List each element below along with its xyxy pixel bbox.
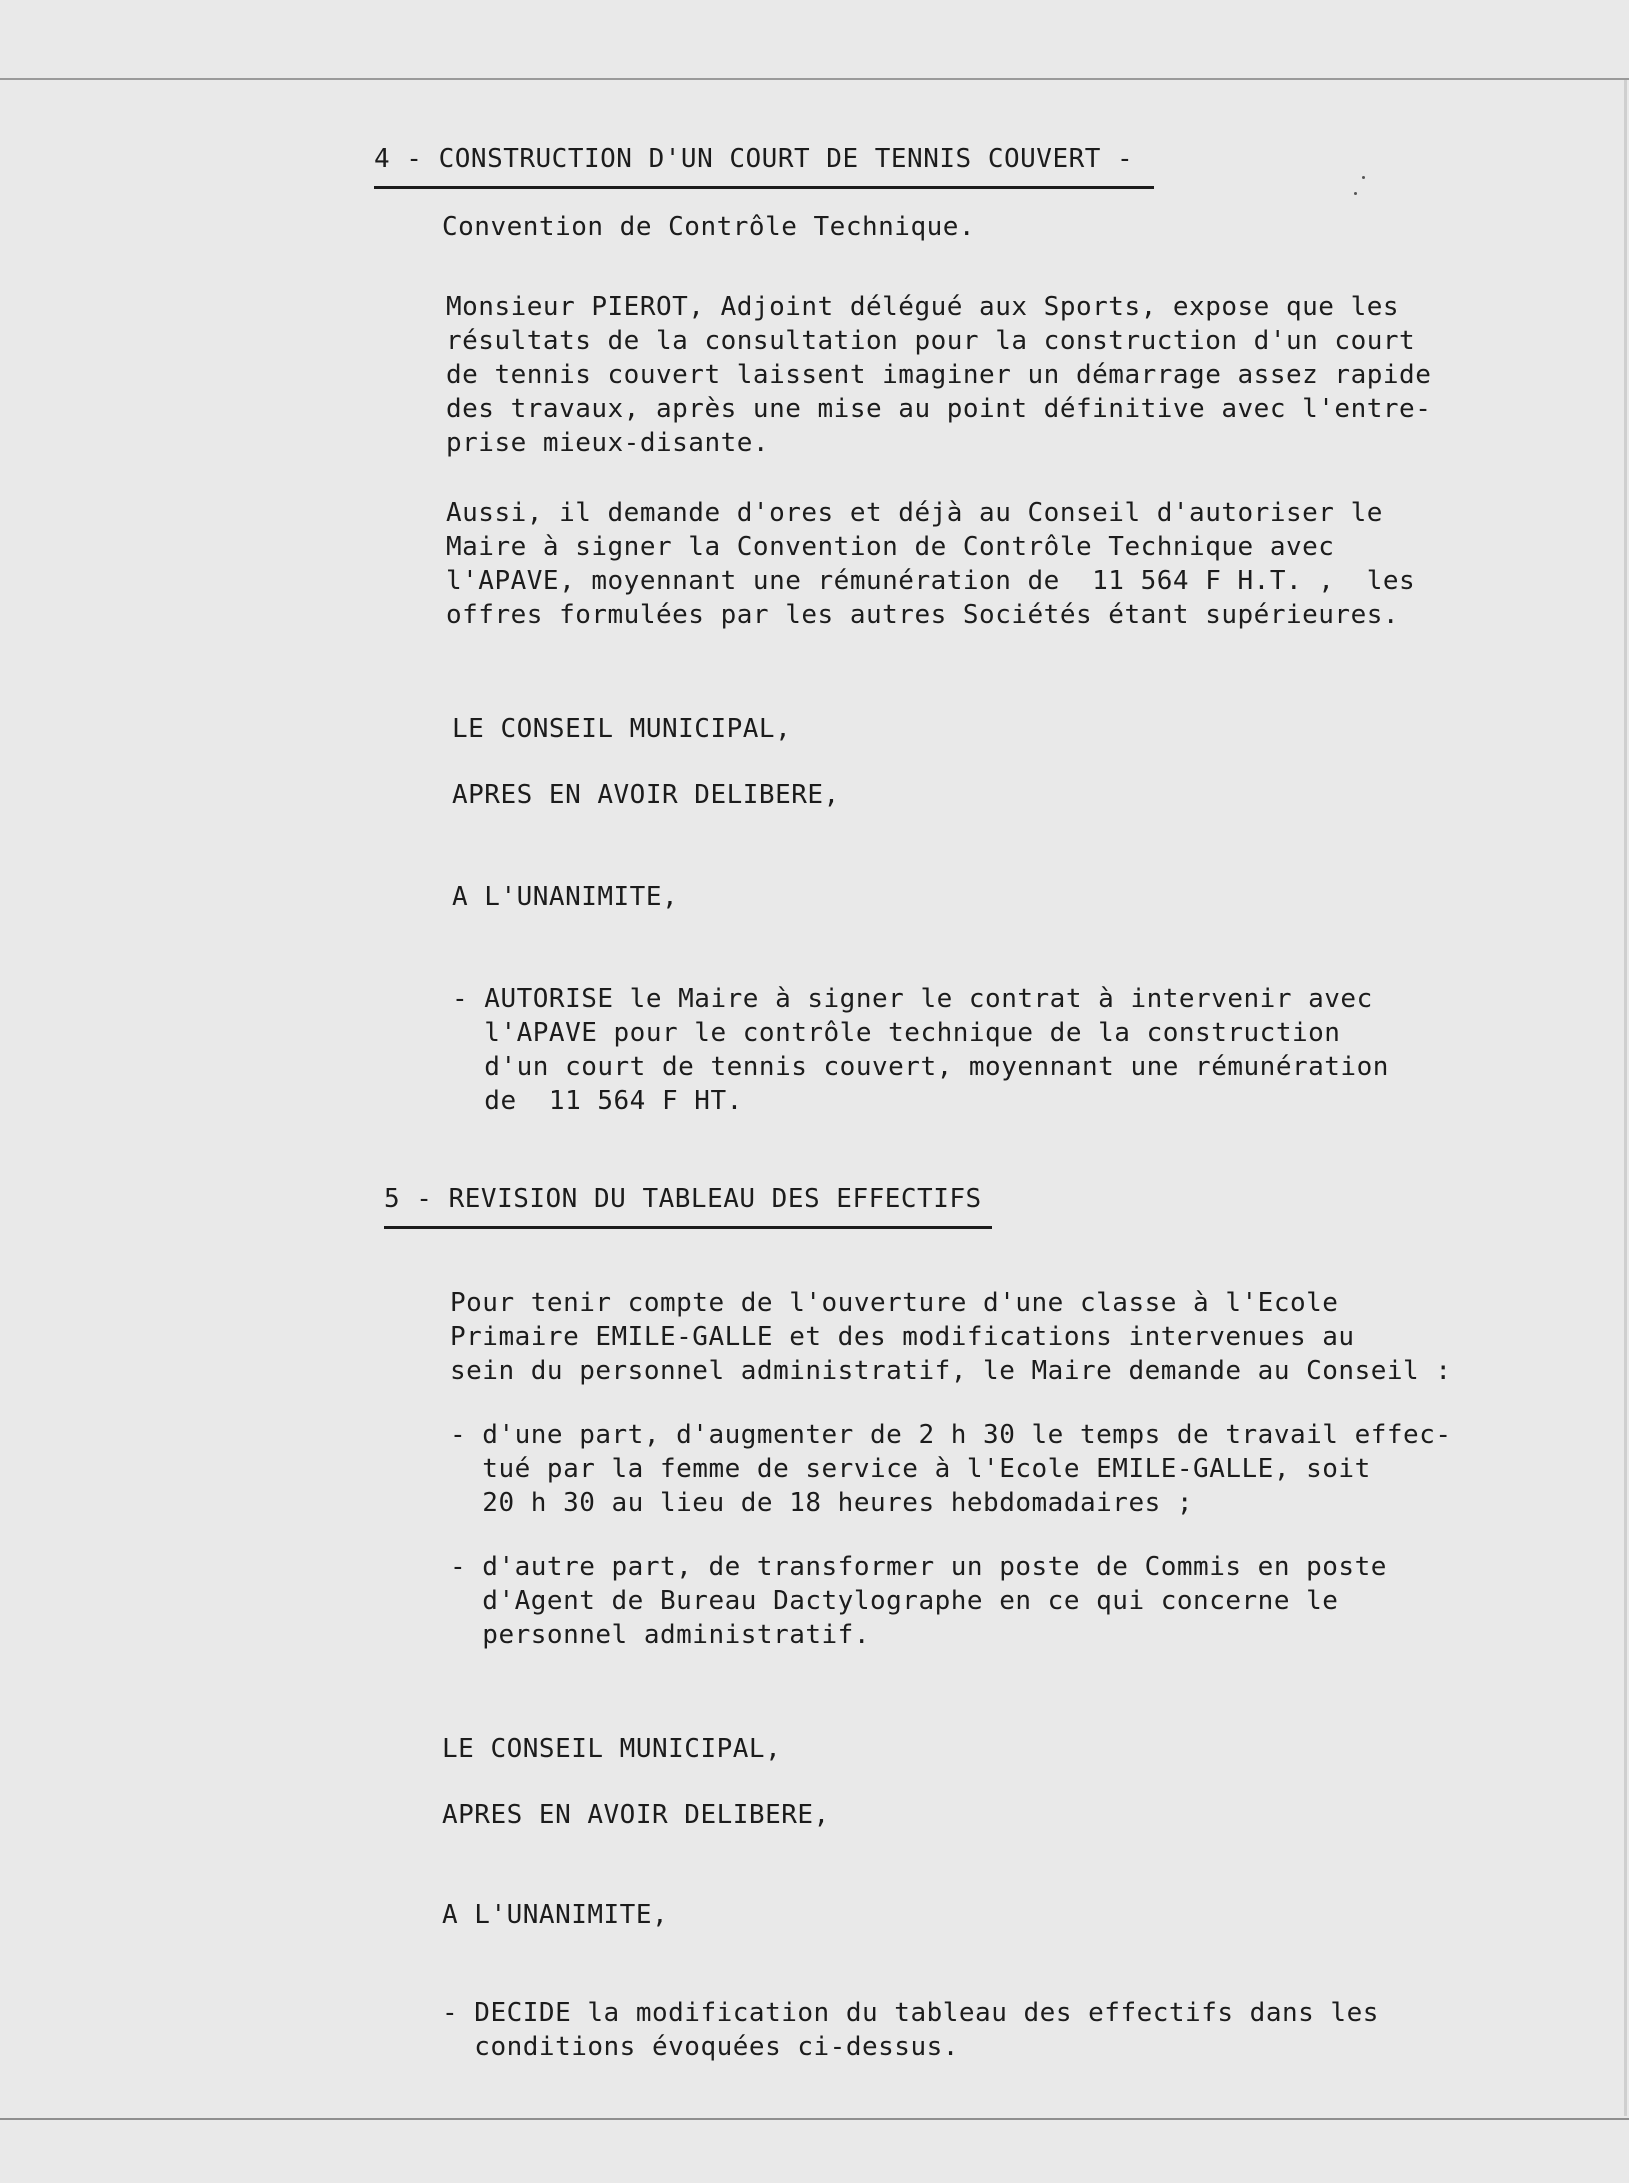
section-5-item1-line: - d'une part, d'augmenter de 2 h 30 le temps de travail effec-: [450, 1420, 1452, 1450]
section-5-item1-line: 20 h 30 au lieu de 18 heures hebdomadaires ;: [450, 1488, 1194, 1518]
page-bottom-edge: [0, 2118, 1629, 2120]
section-4-heading: 4 - CONSTRUCTION D'UN COURT DE TENNIS COUVERT -: [374, 144, 1134, 174]
section-4-para1-line: de tennis couvert laissent imaginer un démarrage assez rapide: [446, 360, 1432, 390]
section-4-subtitle: Convention de Contrôle Technique.: [442, 212, 976, 242]
section-5-para1-line: Pour tenir compte de l'ouverture d'une classe à l'Ecole: [450, 1288, 1339, 1318]
section-5-item2-line: personnel administratif.: [450, 1620, 870, 1650]
section-5-item1-line: tué par la femme de service à l'Ecole EMILE-GALLE, soit: [450, 1454, 1371, 1484]
section-4-deliberation: APRES EN AVOIR DELIBERE,: [452, 780, 840, 810]
section-4-decision-line: d'un court de tennis couvert, moyennant une rémunération: [452, 1052, 1389, 1082]
section-4-decision-line: de 11 564 F HT.: [452, 1086, 743, 1116]
page-right-edge: [1624, 80, 1627, 2116]
section-4-para1-line: prise mieux-disante.: [446, 428, 770, 458]
section-5-deliberation: APRES EN AVOIR DELIBERE,: [442, 1800, 830, 1830]
page-top-edge: [0, 78, 1629, 80]
section-5-item2-line: d'Agent de Bureau Dactylographe en ce qui concerne le: [450, 1586, 1339, 1616]
section-4-para2-line: Maire à signer la Convention de Contrôle Technique avec: [446, 532, 1335, 562]
section-4-underline: [374, 186, 1154, 189]
section-4-para1-line: Monsieur PIEROT, Adjoint délégué aux Sports, expose que les: [446, 292, 1400, 322]
section-5-underline: [384, 1226, 992, 1229]
scan-speck: [1362, 176, 1365, 179]
section-4-vote: A L'UNANIMITE,: [452, 882, 679, 912]
section-5-para1-line: sein du personnel administratif, le Maire demande au Conseil :: [450, 1356, 1452, 1386]
section-5-decision-line: conditions évoquées ci-dessus.: [442, 2032, 959, 2062]
section-4-para2-line: offres formulées par les autres Sociétés étant supérieures.: [446, 600, 1400, 630]
section-5-decision-line: - DECIDE la modification du tableau des effectifs dans les: [442, 1998, 1379, 2028]
section-4-para1-line: résultats de la consultation pour la construction d'un court: [446, 326, 1416, 356]
section-5-vote: A L'UNANIMITE,: [442, 1900, 669, 1930]
section-4-council: LE CONSEIL MUNICIPAL,: [452, 714, 792, 744]
section-4-decision-line: l'APAVE pour le contrôle technique de la construction: [452, 1018, 1341, 1048]
section-5-council: LE CONSEIL MUNICIPAL,: [442, 1734, 782, 1764]
scan-speck: [1354, 192, 1357, 195]
section-4-decision-line: - AUTORISE le Maire à signer le contrat à intervenir avec: [452, 984, 1373, 1014]
section-4-para2-line: l'APAVE, moyennant une rémunération de 11 564 F H.T. , les: [446, 566, 1416, 596]
section-4-para1-line: des travaux, après une mise au point définitive avec l'entre-: [446, 394, 1432, 424]
section-5-item2-line: - d'autre part, de transformer un poste de Commis en poste: [450, 1552, 1387, 1582]
section-5-heading: 5 - REVISION DU TABLEAU DES EFFECTIFS: [384, 1184, 982, 1214]
section-4-para2-line: Aussi, il demande d'ores et déjà au Conseil d'autoriser le: [446, 498, 1383, 528]
section-5-para1-line: Primaire EMILE-GALLE et des modifications intervenues au: [450, 1322, 1355, 1352]
